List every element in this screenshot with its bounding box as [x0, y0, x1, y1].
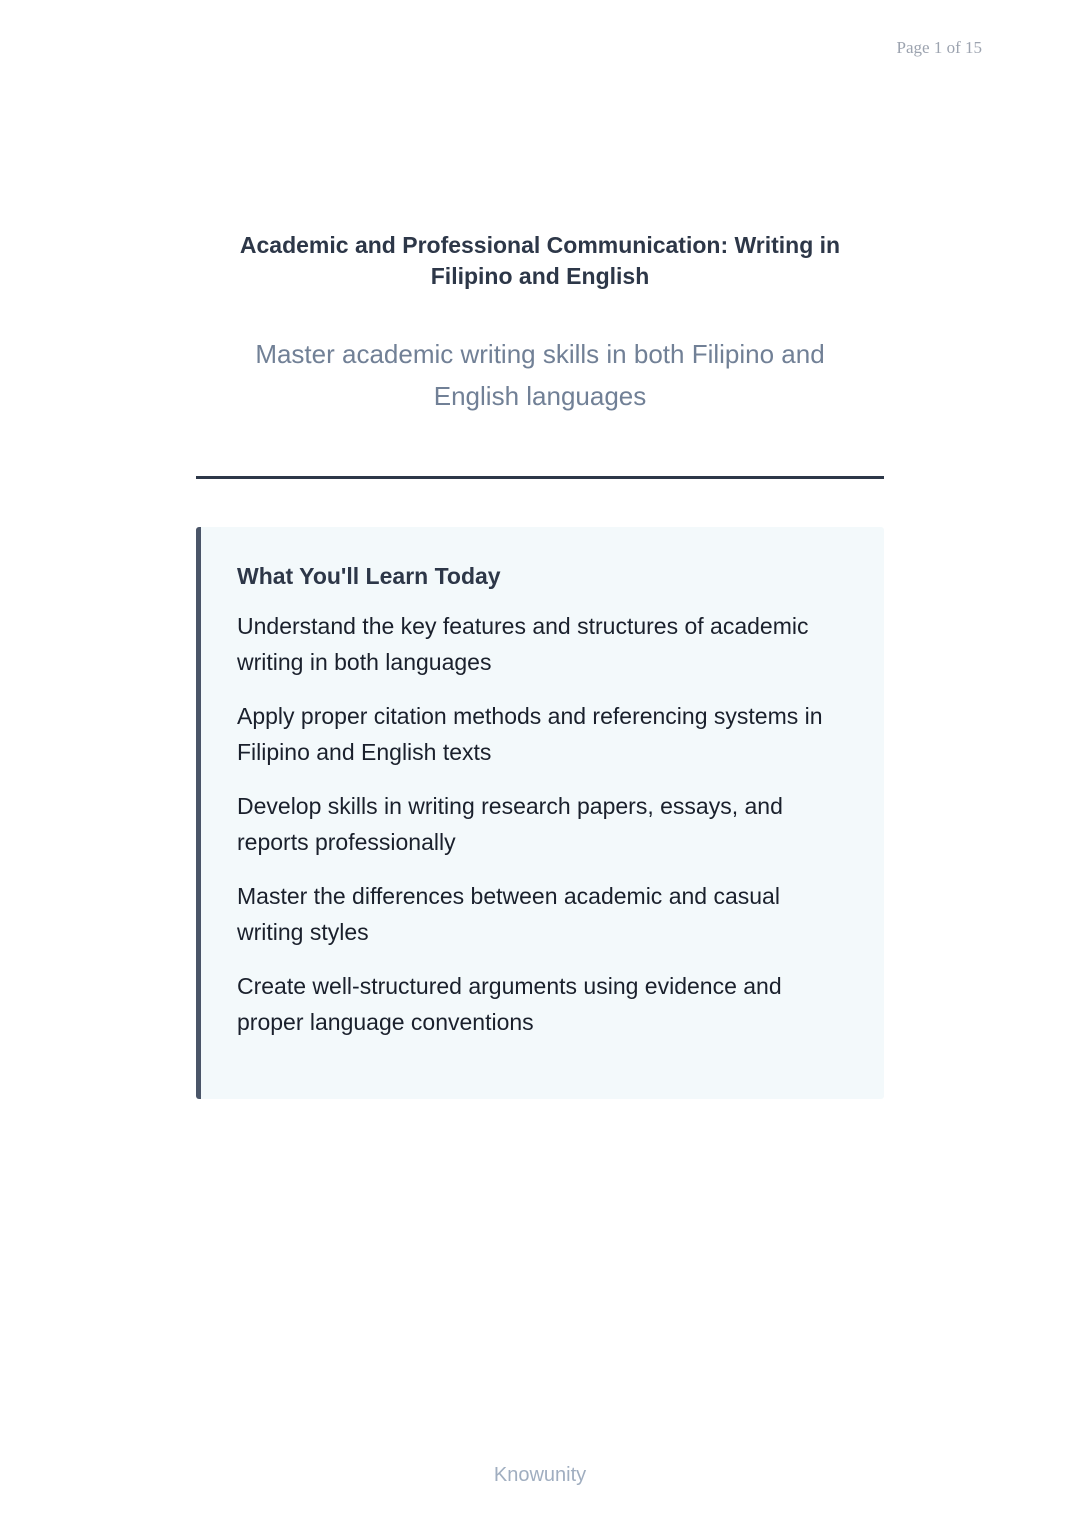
objectives-heading: What You'll Learn Today: [237, 563, 501, 589]
objectives-list: [237, 608, 848, 1040]
page-indicator: Page 1 of 15: [896, 38, 982, 57]
objective-item: Master the differences between academic and casual writing styles: [237, 883, 780, 945]
footer-brand: Knowunity: [493, 1464, 587, 1486]
learning-objectives-box: [196, 527, 884, 1099]
document-title: Academic and Professional Communication: Writing in Filipino and English: [239, 232, 841, 289]
objective-item: Create well-structured arguments using evidence and proper language conventions: [237, 973, 782, 1035]
objective-item: Develop skills in writing research papers, essays, and reports professionally: [237, 793, 783, 855]
divider: [196, 476, 884, 479]
document-subtitle: Master academic writing skills in both Filipino and English languages: [255, 339, 825, 411]
objective-item: Understand the key features and structures of academic writing in both languages: [237, 613, 809, 675]
objective-item: Apply proper citation methods and referencing systems in Filipino and English texts: [237, 703, 823, 765]
